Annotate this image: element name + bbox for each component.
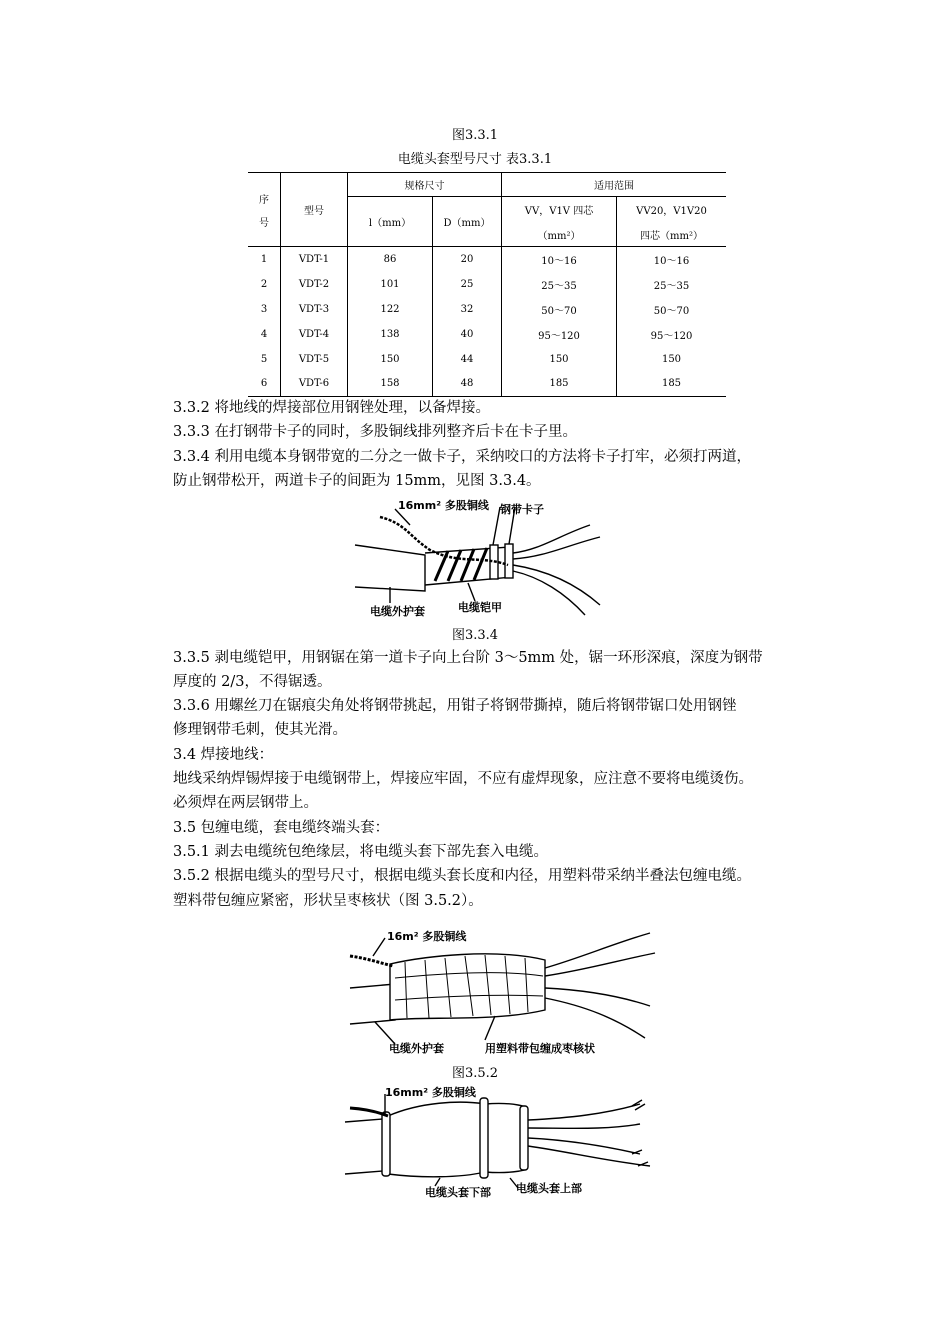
- cell: VDT-2: [281, 272, 348, 297]
- cell: VDT-4: [281, 322, 348, 347]
- label-wire: 16m² 多股铜线: [387, 930, 467, 943]
- paragraph-3-3-4-line2: 防止钢带松开，两道卡子的间距为 15mm，见图 3.3.4。: [173, 473, 541, 489]
- cell: 185: [502, 372, 617, 397]
- figure-caption-3-3-1: 图3.3.1: [451, 128, 499, 143]
- header-seq: [248, 173, 281, 247]
- cell: 150: [661, 353, 682, 365]
- paragraph-3-5-2-line2: 塑料带包缠应紧密，形状呈枣核状（图 3.5.2）。: [173, 893, 483, 909]
- header-l: l（mm）: [348, 197, 433, 247]
- cell: VDT-6: [281, 372, 348, 397]
- table-row: [248, 322, 726, 347]
- heading-3-4: 3.4 焊接地线：: [173, 747, 274, 763]
- paragraph-3-3-5-line2: 厚度的 2/3，不得锯透。: [173, 674, 332, 690]
- table-row: [248, 247, 726, 272]
- cell: 6: [248, 372, 281, 397]
- label-clamp: 钢带卡子: [500, 503, 544, 516]
- header-model: 型号: [281, 173, 348, 247]
- label-sheath: 电缆外护套: [370, 605, 425, 618]
- figure-caption-3-5-2: 图3.5.2: [451, 1066, 499, 1081]
- paragraph-3-3-4-line1: 3.3.4 利用电缆本身钢带宽的二分之一做卡子，采纳咬口的方法将卡子打牢，必须打两道，: [173, 449, 751, 465]
- paragraph-3-3-5-line1: 3.3.5 剥电缆铠甲，用钢锯在第一道卡子向上台阶 3～5mm 处，锯一环形深痕，深度为钢带: [173, 650, 763, 666]
- header-size: 规格尺寸: [348, 173, 502, 197]
- label-tape: 用塑料带包缠成枣核状: [485, 1042, 595, 1055]
- figure-3-5-2-illustration: [345, 918, 660, 1058]
- table-row: [248, 297, 726, 322]
- cell: 25: [433, 272, 502, 297]
- cell: VDT-3: [281, 297, 348, 322]
- cell: 32: [433, 297, 502, 322]
- paragraph-3-3-2: 3.3.2 将地线的焊接部位用钢锉处理，以备焊接。: [173, 400, 491, 416]
- cell: 5: [248, 347, 281, 372]
- cell: VDT-5: [281, 347, 348, 372]
- label-armor: 电缆铠甲: [458, 601, 502, 614]
- cell: VDT-1: [281, 247, 348, 272]
- table-caption: 电缆头套型号尺寸 表3.3.1: [397, 152, 553, 167]
- cell: 40: [433, 322, 502, 347]
- cell: 20: [433, 247, 502, 272]
- cell: 3: [248, 297, 281, 322]
- cell: 4: [248, 322, 281, 347]
- cell: 50～70: [502, 297, 617, 322]
- figure-3-3-4-illustration: [350, 495, 610, 620]
- paragraph-3-4-line1: 地线采纳焊锡焊接于电缆钢带上，焊接应牢固，不应有虚焊现象，应注意不要将电缆烫伤。: [173, 771, 753, 787]
- cell: 95～120: [650, 330, 693, 342]
- cell: 2: [248, 272, 281, 297]
- spec-table: [248, 172, 726, 397]
- cell: 44: [433, 347, 502, 372]
- table-row: [248, 372, 726, 397]
- cell: 95～120: [502, 322, 617, 347]
- header-vv20-line2: 四芯（mm²）: [640, 230, 703, 242]
- header-vv-line2: （mm²）: [537, 230, 581, 242]
- cell: 138: [348, 322, 433, 347]
- paragraph-3-3-6-line2: 修理钢带毛刺，使其光滑。: [173, 722, 347, 738]
- header-vv20: [617, 197, 727, 247]
- paragraph-3-3-6-line1: 3.3.6 用螺丝刀在锯痕尖角处将钢带挑起，用钳子将钢带撕掉，随后将钢带锯口处用钢锉: [173, 698, 737, 714]
- label-lower: 电缆头套下部: [425, 1186, 491, 1199]
- cell: 150: [502, 347, 617, 372]
- cell: 10～16: [502, 247, 617, 272]
- label-wire: 16mm² 多股铜线: [385, 1086, 476, 1099]
- paragraph-3-5-1: 3.5.1 剥去电缆统包绝缘层，将电缆头套下部先套入电缆。: [173, 844, 549, 860]
- paragraph-3-5-2-line1: 3.5.2 根据电缆头的型号尺寸，根据电缆头套长度和内径，用塑料带采纳半叠法包缠电缆。: [173, 868, 751, 884]
- header-d: D（mm）: [433, 197, 502, 247]
- header-range: 适用范围: [502, 173, 727, 197]
- cell: 10～16: [653, 255, 690, 267]
- cell: 25～35: [502, 272, 617, 297]
- label-sheath: 电缆外护套: [389, 1042, 444, 1055]
- label-wire: 16mm² 多股铜线: [398, 499, 489, 512]
- table-row: [248, 347, 726, 372]
- cell: 101: [348, 272, 433, 297]
- cell: 48: [433, 372, 502, 397]
- header-vv20-line1: VV20，V1V20: [636, 205, 707, 217]
- header-seq-line1: 序: [259, 194, 269, 206]
- cell: 122: [348, 297, 433, 322]
- cell: 1: [248, 247, 281, 272]
- cell: 50～70: [653, 305, 690, 317]
- header-seq-line2: 号: [259, 217, 269, 229]
- heading-3-5: 3.5 包缠电缆，套电缆终端头套：: [173, 820, 390, 836]
- header-vv: [502, 197, 617, 247]
- header-vv-line1: VV，V1V 四芯: [524, 205, 594, 217]
- cell: 185: [617, 372, 727, 397]
- paragraph-3-3-3: 3.3.3 在打钢带卡子的同时，多股铜线排列整齐后卡在卡子里。: [173, 424, 578, 440]
- cell: 86: [348, 247, 433, 272]
- cell: 150: [348, 347, 433, 372]
- figure-sleeve-illustration: [340, 1082, 670, 1202]
- cell: 25～35: [653, 280, 690, 292]
- cell: 158: [348, 372, 433, 397]
- paragraph-3-4-line2: 必须焊在两层钢带上。: [173, 795, 318, 811]
- figure-caption-3-3-4: 图3.3.4: [451, 628, 499, 643]
- label-upper: 电缆头套上部: [516, 1182, 582, 1195]
- table-row: [248, 272, 726, 297]
